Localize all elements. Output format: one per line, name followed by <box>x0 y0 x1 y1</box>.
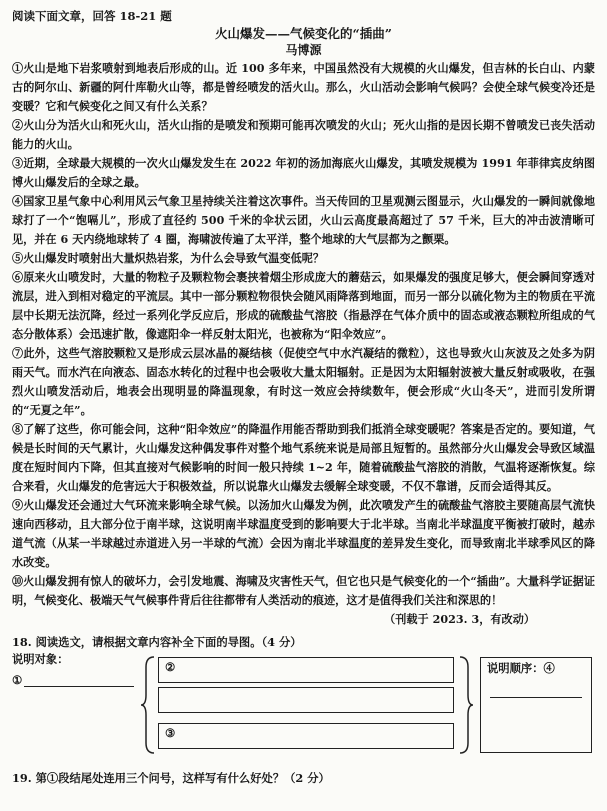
answer-blank-1[interactable] <box>12 673 134 687</box>
box-2-marker: ② <box>165 660 176 674</box>
article-body <box>12 59 595 629</box>
paragraph-4: ④国家卫星气象中心利用风云气象卫星持续关注着这次事件。当天传回的卫星观测云图显示，火山爆发的一瞬间就像地球打了一个“饱嗝儿”，形成了直径约 500 千米的伞状云团，火山云高度最高超过了 57 千米，巨大的冲击波清晰可见，并在 6 天内绕地球转了 4 圈，海啸波传遍了太平洋，整个地球的大气层都为之颤栗。 <box>12 195 595 246</box>
paragraph-8: ⑧了解了这些，你可能会问，这种“阳伞效应”的降温作用能否帮助到我们抵消全球变暖呢？答案是否定的。要知道，气候是长时间的天气累计，火山爆发这种偶发事件对整个地气系统来说是局部且短暂的。虽然部分火山爆发会导致区域温度在短时间内下降，但其直接对气候影响的时间一般只持续 1~2 年，随着硫酸盐气溶胶的消散，气温将逐渐恢复。综合来看，火山爆发的危害远大于积极效益，所以说靠火山爆发去缓解全球变暖，不仅不靠谱，反而会适得其反。 <box>12 423 595 493</box>
subject-label: 说明对象： <box>12 652 69 666</box>
paragraph-10: ⑩火山爆发拥有惊人的破坏力，会引发地震、海啸及灾害性天气，但它也只是气候变化的一个“插曲”。大量科学证据证明，气候变化、极端天气气候事件背后往往都带有人类活动的痕迹，这才是值得我们关注和深思的！ <box>12 575 595 607</box>
article-source: （刊载于 2023. 3，有改动） <box>384 613 535 626</box>
paragraph-5: ⑤火山爆发时喷射出大量炽热岩浆，为什么会导致气温变低呢？ <box>12 252 325 265</box>
box-3-marker: ③ <box>165 726 176 740</box>
blank-1-line <box>24 674 134 687</box>
question-19: 19. 第①段结尾处连用三个问号，这样写有什么好处？（2 分） <box>12 771 330 785</box>
answer-box-3[interactable] <box>158 723 454 749</box>
left-brace-icon <box>140 655 156 755</box>
mind-map <box>12 651 595 769</box>
paragraph-1: ①火山是地下岩浆喷射到地表后形成的山。近 100 多年来，中国虽然没有大规模的火山爆发，但吉林的长白山、内蒙古的阿尔山、新疆的阿什库勒火山等，都是曾经喷发的活火山。那么，火山活动会影响气候吗？会使全球气候变冷还是变暖？它和气候变化之间又有什么关系？ <box>12 62 595 113</box>
answer-box-2[interactable] <box>158 657 454 683</box>
question-18: 18. 阅读选文，请根据文章内容补全下面的导图。（4 分） <box>12 635 302 649</box>
paragraph-7: ⑦此外，这些气溶胶颗粒又是形成云层冰晶的凝结核（促使空气中水汽凝结的微粒），这也导致火山灰波及之处多为阴雨天气。而水汽在向液态、固态水转化的过程中也会吸收大量太阳辐射。正是因为太阳辐射波被大量反射或吸收，在强烈火山喷发活动后，地表会出现明显的降温现象，有时这一效应会持续数年，便会形成“火山冬天”，进而引发所谓的“无夏之年”。 <box>12 347 595 417</box>
order-answer-line <box>490 697 582 698</box>
right-brace-icon <box>458 655 474 755</box>
paragraph-9: ⑨火山爆发还会通过大气环流来影响全球气候。以汤加火山爆发为例，此次喷发产生的硫酸盐气溶胶主要随高层气流快速向西移动，且大部分位于南半球，这说明南半球温度受到的影响要大于北半球。当南北半球温度平衡被打破时，越赤道气流（从某一半球越过赤道进入另一半球的气流）会因为南北半球温度的差异发生变化，而导致南北半球季风区的降水改变。 <box>12 499 595 569</box>
paragraph-2: ②火山分为活火山和死火山，活火山指的是喷发和预期可能再次喷发的火山；死火山指的是因长期不曾喷发已丧失活动能力的火山。 <box>12 119 595 151</box>
paragraph-3: ③近期，全球最大规模的一次火山爆发发生在 2022 年初的汤加海底火山爆发，其喷发规模为 1991 年菲律宾皮纳图博火山爆发后的全球之最。 <box>12 157 595 189</box>
paragraph-6: ⑥原来火山喷发时，大量的物粒子及颗粒物会裹挟着烟尘形成庞大的蘑菇云，如果爆发的强度足够大，便会瞬间穿透对流层，进入到相对稳定的平流层。其中一部分颗粒物很快会随风雨降落到地面，而另一部分以硫化物为主的物质在平流层中长期无法沉降，经过一系列化学反应后，形成的硫酸盐气溶胶（指悬浮在气体介质中的固态或液态颗粒所组成的气态分散体系）会迅速扩散，像遮阳伞一样反射太阳光，也被称为“阳伞效应”。 <box>12 271 595 341</box>
order-label: 说明顺序：④ <box>487 661 555 675</box>
blank-1-marker: ① <box>12 673 23 687</box>
answer-box-2-b[interactable] <box>158 687 454 713</box>
reading-instruction: 阅读下面文章，回答 18-21 题 <box>12 9 172 23</box>
order-box[interactable] <box>480 657 592 753</box>
article-author: 马博源 <box>285 43 322 57</box>
article-title: 火山爆发——气候变化的“插曲” <box>215 26 392 41</box>
